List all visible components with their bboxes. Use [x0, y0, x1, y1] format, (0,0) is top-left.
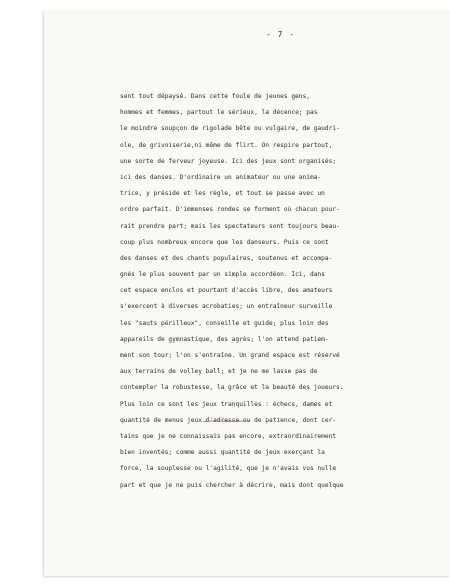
text-line: gnés le plus souvent par un simple accordéon. Ici, dans: [120, 271, 325, 279]
text-line: appareils de gymnastique, des agrès; l'on attend patiem-: [120, 335, 329, 343]
text-line: une sorte de ferveur joyeuse. Ici des jeux sont organisés;: [120, 157, 337, 165]
text-line: force, la souplesse ou l'agilité, que je n'avais vus nulle: [120, 465, 337, 473]
text-line: les "sauts périlleux", conseille et guide; plus loin des: [120, 319, 329, 327]
text-line: part et que je ne puis chercher à décrire, mais dont quelque: [120, 481, 344, 489]
text-line: des danses et des chants populaires, soutenus et accompa-: [120, 254, 333, 262]
text-line: Plus loin ce sont les jeux tranquilles : échecs, dames et: [120, 400, 333, 408]
typewritten-text-body: [120, 89, 450, 494]
text-line: bien inventés; comme aussi quantité de jeux exerçant la: [120, 449, 325, 457]
text-line: trice, y préside et les règle, et tout se passe avec un: [120, 190, 325, 198]
text-line: coup plus nombreux encore que les danseurs. Puis ce sont: [120, 238, 329, 246]
text-line: s'exercent à diverses acrobaties; un entraîneur surveille: [120, 303, 333, 311]
text-line: aux terrains de volley ball; et je ne me lasse pas de: [120, 368, 318, 376]
text-line: sent tout dépaysé. Dans cette foule de jeunes gens,: [120, 93, 310, 100]
text-line: ment son tour; l'on s'entraîne. Un grand espace est réservé: [120, 352, 340, 359]
text-line: ordre parfait. D'immenses rondes se forment où chacun pour-: [120, 206, 340, 214]
text-line: hommes et femmes, partout le sérieux, la décence; pas: [120, 109, 318, 117]
text-line: le moindre soupçon de rigolade bête ou vulgaire, de gaudri-: [120, 125, 340, 133]
text-line: quantité de menus jeux d'adresse ou de patience, dont cer-: [120, 416, 337, 424]
pencil-underline-mark: [202, 419, 250, 423]
text-line: ici des danses. D'ordinaire un animateur ou une anima-: [120, 173, 322, 181]
text-line: tains que je ne connaissais pas encore, extraordinairement: [120, 432, 337, 440]
text-line: cet espace enclos et pourtant d'accès libre, des amateurs: [120, 287, 333, 295]
text-line: contempler la robustesse, la grâce et la beauté des joueurs.: [120, 384, 344, 392]
text-line: rait prendre part; mais les spectateurs sont toujours beau-: [120, 222, 340, 230]
page-number: - 7 -: [266, 30, 296, 39]
text-line: ole, de grivoiserie,ni même de flirt. On respire partout,: [120, 141, 333, 149]
